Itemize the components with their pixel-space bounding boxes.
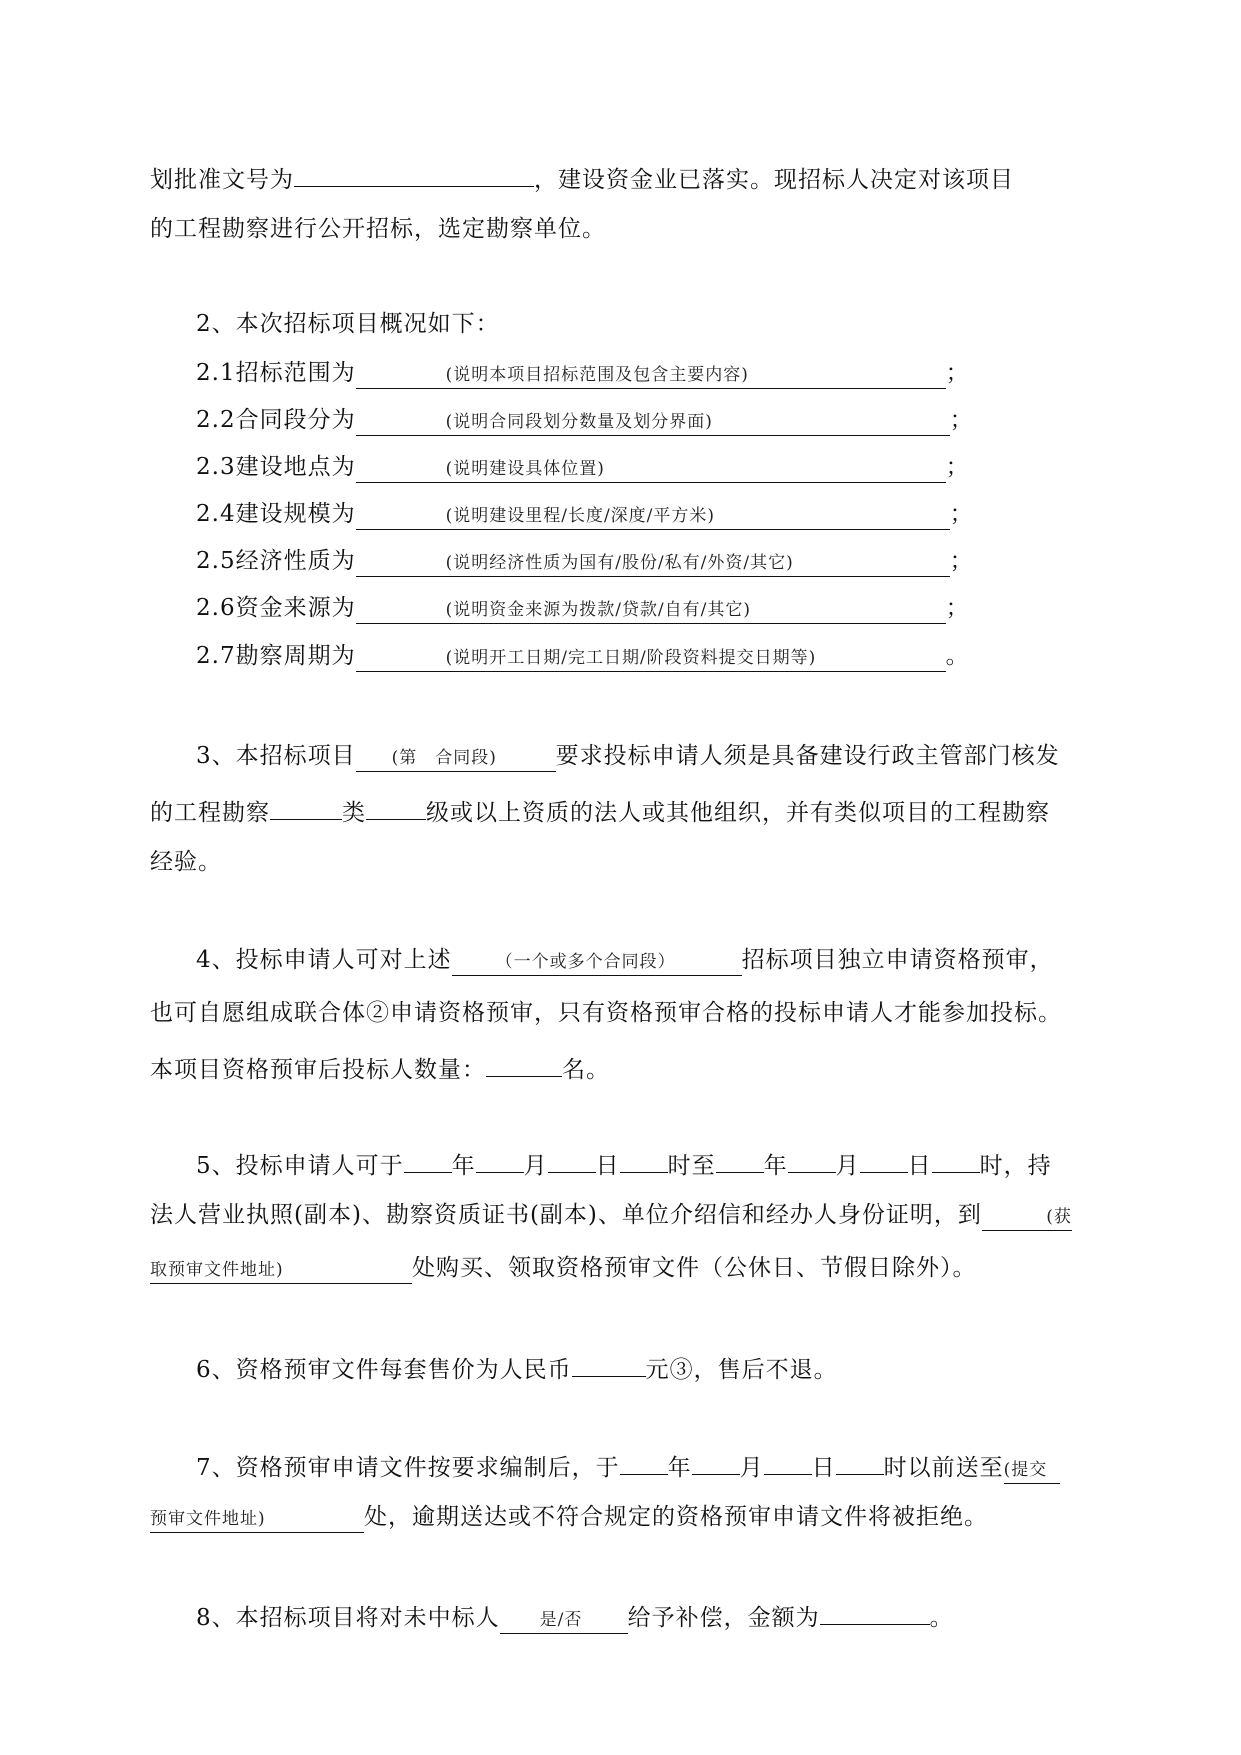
address-blank-end[interactable] (150, 1257, 412, 1284)
item-hint-blank[interactable] (356, 645, 946, 672)
item-hint: (说明合同段划分数量及划分界面) (445, 412, 713, 432)
item-end: ； (945, 595, 970, 621)
item-hint: (说明本项目招标范围及包含主要内容) (445, 365, 749, 385)
p4-text-c: 也可自愿组成联合体②申请资格预审，只有资格预审合格的投标申请人才能参加投标。 (150, 1000, 1062, 1026)
item-end: ； (949, 407, 974, 433)
p6-line (196, 1350, 838, 1386)
p4-line2 (150, 997, 1062, 1029)
compensation-choice-blank[interactable] (500, 1607, 628, 1634)
item-hint-blank[interactable] (356, 362, 946, 389)
item-hint-blank[interactable] (356, 503, 950, 530)
submit-address-hint-part2: 预审文件地址) (150, 1509, 266, 1529)
contract-sections-hint: （一个或多个合同段） (495, 952, 676, 972)
item-label: 2.1招标范围为 (196, 360, 356, 386)
item-label: 2.7勘察周期为 (196, 643, 356, 669)
item-2-1 (196, 357, 970, 389)
p4-text-e: 名。 (562, 1057, 610, 1083)
p5-year: 年 (451, 1153, 476, 1179)
contract-sections-blank[interactable] (452, 949, 742, 976)
p5-hour-to: 时至 (667, 1153, 716, 1179)
submit-year-blank[interactable] (620, 1448, 668, 1475)
item-label: 2.5经济性质为 (196, 548, 356, 574)
p4-text-d: 本项目资格预审后投标人数量： (150, 1057, 486, 1083)
item-label: 2.6资金来源为 (196, 595, 356, 621)
end-year-blank[interactable] (716, 1146, 764, 1173)
end-hour-blank[interactable] (932, 1146, 980, 1173)
address-hint-part1: (获 (1046, 1207, 1072, 1227)
item-hint: (说明资金来源为拨款/贷款/自有/其它) (445, 600, 752, 620)
p6-text-a: 6、资格预审文件每套售价为人民币 (196, 1357, 572, 1383)
address-blank-start[interactable] (982, 1204, 1072, 1231)
item-hint-blank[interactable] (356, 597, 946, 624)
p4-line3 (150, 1050, 610, 1086)
p3-text-d: 类 (342, 800, 366, 826)
submit-address-blank-start[interactable] (1004, 1457, 1060, 1484)
p5-year: 年 (763, 1153, 788, 1179)
compensation-amount-blank[interactable] (820, 1598, 930, 1625)
p3-text-b: 要求投标申请人须是具备建设行政主管部门核发 (555, 743, 1060, 769)
submit-day-blank[interactable] (764, 1448, 812, 1475)
p3-line2 (150, 793, 1050, 829)
submit-address-hint-part1: (提交 (1003, 1460, 1048, 1480)
bidder-count-blank[interactable] (486, 1050, 562, 1077)
p5-day: 日 (907, 1153, 932, 1179)
start-month-blank[interactable] (476, 1146, 524, 1173)
contract-section-blank[interactable] (356, 745, 556, 772)
item-2-5 (196, 545, 974, 577)
compensation-choice-hint: 是/否 (539, 1610, 583, 1630)
p3-text-e: 级或以上资质的法人或其他组织，并有类似项目的工程勘察 (426, 800, 1050, 826)
item-label: 2.2合同段分为 (196, 407, 356, 433)
item-2-2 (196, 404, 974, 436)
p6-text-b: 元③，售后不退。 (645, 1357, 838, 1383)
p1-text-b: ，建设资金业已落实。现招标人决定对该项目 (534, 167, 1014, 193)
p4-text-b: 招标项目独立申请资格预审， (741, 947, 1054, 973)
p4-text-a: 4、投标申请人可对上述 (196, 947, 452, 973)
item-2-4 (196, 498, 974, 530)
p7-line1 (196, 1448, 1060, 1484)
p8-text-a: 8、本招标项目将对未中标人 (196, 1605, 500, 1631)
p1-line1 (150, 160, 1014, 196)
item-2-6 (196, 592, 970, 624)
item-end: 。 (945, 643, 970, 669)
item-2-3 (196, 451, 970, 483)
p1-text-c: 的工程勘察进行公开招标，选定勘察单位。 (150, 216, 606, 242)
price-blank[interactable] (572, 1350, 646, 1377)
submit-hour-blank[interactable] (836, 1448, 884, 1475)
item-hint-blank[interactable] (356, 409, 950, 436)
end-day-blank[interactable] (860, 1146, 908, 1173)
item-end: ； (949, 501, 974, 527)
address-hint-part2: 取预审文件地址) (150, 1260, 284, 1280)
item-label: 2.4建设规模为 (196, 501, 356, 527)
p1-text-a: 划批准文号为 (150, 167, 294, 193)
p5-line3 (150, 1252, 977, 1284)
submit-address-blank-end[interactable] (150, 1506, 364, 1533)
item-hint: (说明开工日期/完工日期/阶段资料提交日期等) (445, 648, 817, 668)
p7-month: 月 (739, 1455, 764, 1481)
p5-month: 月 (835, 1153, 860, 1179)
item-hint: (说明建设具体位置) (445, 459, 605, 479)
section2-title (196, 308, 500, 340)
end-month-blank[interactable] (788, 1146, 836, 1173)
p5-line1 (196, 1146, 1052, 1182)
p7-year: 年 (667, 1455, 692, 1481)
item-hint-blank[interactable] (356, 456, 946, 483)
item-end: ； (949, 548, 974, 574)
p3-text-f: 经验。 (150, 849, 222, 875)
p3-line3 (150, 846, 222, 878)
p7-text-a: 7、资格预审申请文件按要求编制后，于 (196, 1455, 620, 1481)
start-hour-blank[interactable] (620, 1146, 668, 1173)
p8-line (196, 1598, 954, 1634)
p3-line1 (196, 740, 1060, 772)
p7-line2 (150, 1501, 988, 1533)
p3-text-c: 的工程勘察 (150, 800, 270, 826)
section2-title-text: 2、本次招标项目概况如下： (196, 311, 500, 337)
p1-line2 (150, 213, 606, 245)
p5-month: 月 (523, 1153, 548, 1179)
p5-hour-end: 时，持 (979, 1153, 1052, 1179)
p7-text-b: 时以前送至 (883, 1455, 1004, 1481)
p4-line1 (196, 944, 1054, 976)
contract-section-hint: (第 合同段) (391, 748, 497, 768)
p7-day: 日 (811, 1455, 836, 1481)
p8-text-b: 给予补偿，金额为 (627, 1605, 820, 1631)
p3-text-a: 3、本招标项目 (196, 743, 356, 769)
p5-text-c: 法人营业执照(副本)、勘察资质证书(副本)、单位介绍信和经办人身份证明，到 (150, 1202, 982, 1228)
item-label: 2.3建设地点为 (196, 454, 356, 480)
qualification-level-blank[interactable] (366, 793, 426, 820)
qualification-class-blank[interactable] (270, 793, 342, 820)
item-hint: (说明经济性质为国有/股份/私有/外资/其它) (445, 553, 794, 573)
p5-text-a: 5、投标申请人可于 (196, 1153, 404, 1179)
p5-text-d: 处购买、领取资格预审文件（公休日、节假日除外）。 (412, 1255, 977, 1281)
item-2-7 (196, 640, 970, 672)
item-hint-blank[interactable] (356, 550, 950, 577)
submit-month-blank[interactable] (692, 1448, 740, 1475)
approval-number-blank[interactable] (294, 160, 534, 187)
p5-line2 (150, 1199, 1072, 1231)
p7-text-c: 处，逾期送达或不符合规定的资格预审申请文件将被拒绝。 (364, 1504, 988, 1530)
start-day-blank[interactable] (548, 1146, 596, 1173)
item-hint: (说明建设里程/长度/深度/平方米) (445, 506, 716, 526)
start-year-blank[interactable] (404, 1146, 452, 1173)
item-end: ； (945, 454, 970, 480)
p8-text-c: 。 (929, 1605, 954, 1631)
item-end: ； (945, 360, 970, 386)
p5-day: 日 (595, 1153, 620, 1179)
